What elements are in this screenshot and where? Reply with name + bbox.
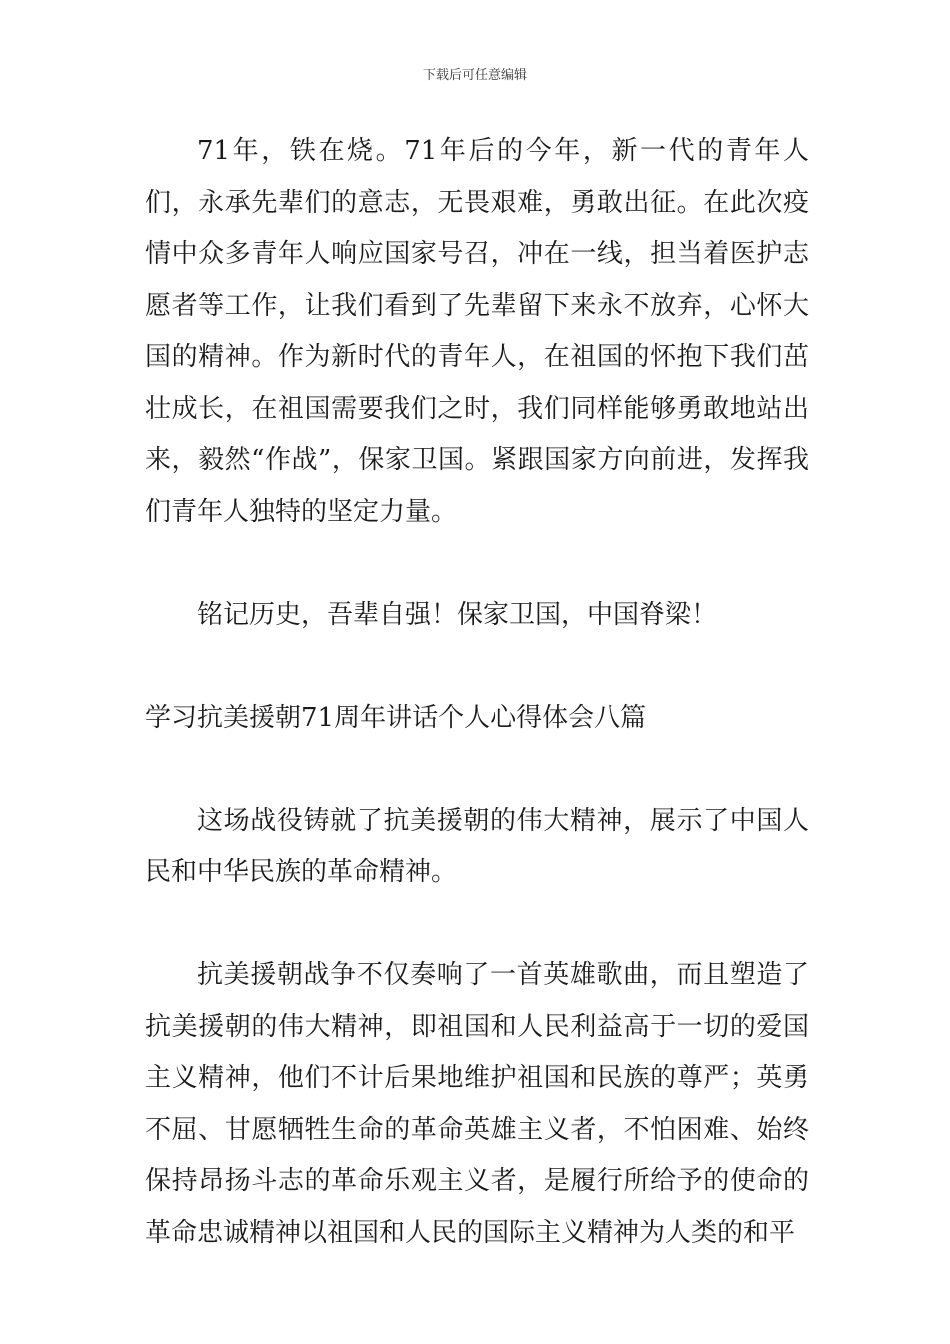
header-note: 下载后可任意编辑 xyxy=(422,68,527,83)
paragraph-1: 71年，铁在烧。71年后的今年，新一代的青年人们，永承先辈们的意志，无畏艰难，勇敢出征。在此次疫情中众多青年人响应国家号召，冲在一线，担当着医护志愿者等工作，让我们看到了先辈留下来永不放弃，心怀大国的精神。作为新时代的青年人，在祖国的怀抱下我们茁壮成长，在祖国需要我们之时，我们同样能够勇敢地站出来，毅然“作战”，保家卫国。紧跟国家方向前进，发挥我们青年人独特的坚定力量。 xyxy=(145,136,809,527)
paragraph-spacer xyxy=(145,538,809,590)
paragraph-spacer xyxy=(145,899,809,951)
paragraph-3: 这场战役铸就了抗美援朝的伟大精神，展示了中国人民和中华民族的革命精神。 xyxy=(145,805,809,887)
document-body xyxy=(145,126,809,1259)
paragraph-spacer xyxy=(145,744,809,796)
paragraph-2: 铭记历史，吾辈自强！保家卫国，中国脊梁！ xyxy=(197,599,718,630)
section-heading: 学习抗美援朝71周年讲话个人心得体会八篇 xyxy=(145,702,647,733)
paragraph-4: 抗美援朝战争不仅奏响了一首英雄歌曲，而且塑造了抗美援朝的伟大精神，即祖国和人民利益高于一切的爱国主义精神，他们不计后果地维护祖国和民族的尊严；英勇不屈、甘愿牺牲生命的革命英雄主义者，不怕困难、始终保持昂扬斗志的革命乐观主义者，是履行所给予的使命的革命忠诚精神以祖国和人民的国际主义精神为人类的和平 xyxy=(145,960,809,1248)
paragraph-spacer xyxy=(145,641,809,693)
